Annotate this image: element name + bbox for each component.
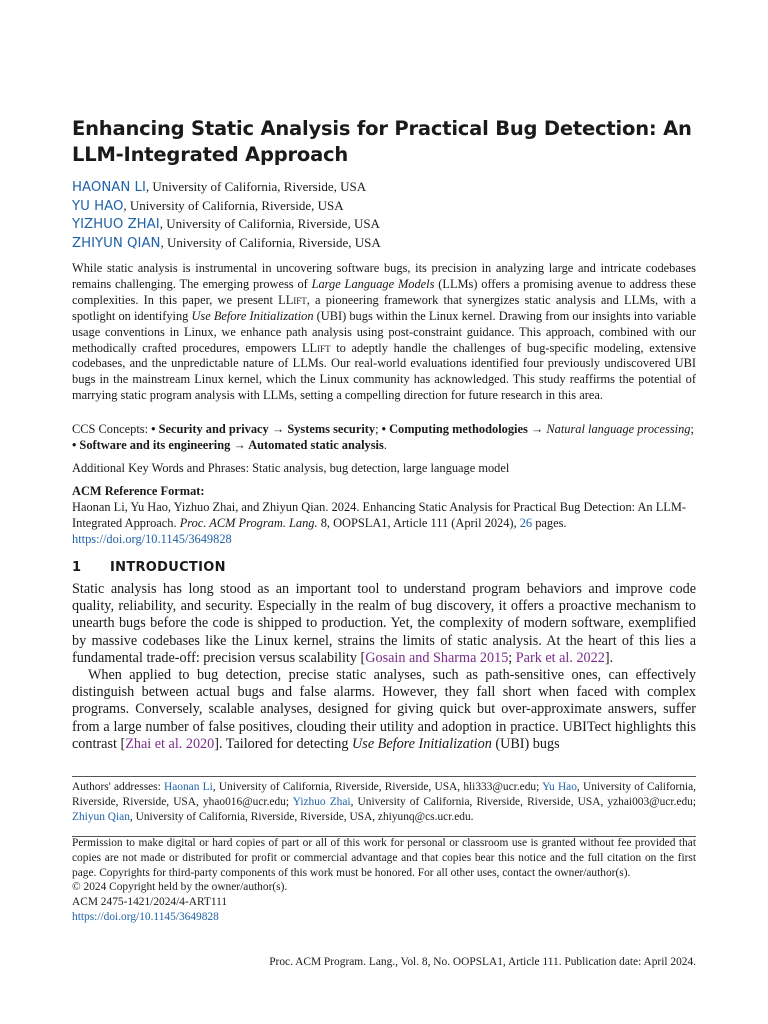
paragraph-text: Static analysis has long stood as an important tool to understand program behaviors and improve code quality, reliability, and security. Especially in the realm of bug discovery, it offers a proactive mechanism to unearth bugs before the code is shipped to production. Yet, the complexity of modern software, exemplified by massive codebases like the Linux kernel, strains the limits of static analysis. At the heart of this lies a fundamental trade-off: precision versus scalability [ xyxy=(72,581,696,666)
author-entry xyxy=(72,215,696,234)
ccs-concept: • Computing methodologies xyxy=(381,422,528,436)
ccs-arrow: → xyxy=(527,422,547,436)
ccs-separator: ; xyxy=(690,422,694,436)
paragraph xyxy=(72,581,696,667)
doi-link[interactable]: https://doi.org/10.1145/3649828 xyxy=(72,910,219,923)
reference-citation: 8, OOPSLA1, Article 111 (April 2024), xyxy=(317,515,520,530)
abstract-term: Use Before Initialization xyxy=(191,308,314,323)
author-entry xyxy=(72,234,696,253)
author-affiliation: , University of California, Riverside, USA xyxy=(123,197,344,213)
author-affiliation: , University of California, Riverside, USA xyxy=(145,179,367,194)
address-text: , University of California, Riverside, Riverside, USA, yzhai003@ucr.edu; xyxy=(350,795,697,808)
author-name[interactable]: ZHIYUN QIAN xyxy=(72,235,161,251)
paragraph-text: ; xyxy=(508,649,516,666)
ccs-concept: • Software and its engineering → Automated static analysis xyxy=(72,437,384,452)
page-footer: Proc. ACM Program. Lang., Vol. 8, No. OOPSLA1, Article 111. Publication date: April 2024. xyxy=(269,956,696,968)
section-number: 1 xyxy=(72,560,82,575)
copyright-line: © 2024 Copyright held by the owner/author(s). xyxy=(72,881,288,894)
ccs-concept-sub: Natural language processing xyxy=(546,422,691,436)
tool-name: LLift xyxy=(301,340,331,355)
citation-link[interactable]: Park et al. 2022 xyxy=(515,649,605,666)
permission-notice xyxy=(72,836,696,925)
author-entry xyxy=(72,178,696,197)
author-name[interactable]: YIZHUO ZHAI xyxy=(72,217,160,232)
author-name[interactable]: HAONAN LI xyxy=(72,180,146,195)
author-affiliation: , University of California, Riverside, USA xyxy=(159,216,380,231)
reference-text xyxy=(72,500,696,548)
paragraph xyxy=(72,667,696,753)
pages-link[interactable]: 26 xyxy=(519,515,533,530)
paragraph-text: ]. xyxy=(604,649,614,666)
paragraph-text: (UBI) bugs xyxy=(491,735,560,752)
author-link[interactable]: Zhiyun Qian xyxy=(72,810,130,823)
ccs-concept: • Security and privacy → Systems security xyxy=(151,422,376,436)
abstract-text: (LLMs) offers a promising avenue to address these complexities. In this paper, we present xyxy=(72,276,696,307)
author-list xyxy=(72,178,696,252)
abstract-text: While static analysis is instrumental in uncovering software bugs, its precision in analyzing large and intricate codebases remains challenging. The emerging prowess of xyxy=(72,261,696,291)
ccs-separator: ; xyxy=(375,422,382,436)
author-addresses xyxy=(72,780,696,824)
abstract-text: , a pioneering framework that synergizes static analysis and LLMs, with a spotlight on identifying xyxy=(72,292,696,323)
keywords: Additional Key Words and Phrases: Static analysis, bug detection, large language model xyxy=(72,461,510,475)
doi-link[interactable]: https://doi.org/10.1145/3649828 xyxy=(72,531,232,546)
ccs-concepts xyxy=(72,422,696,454)
author-link[interactable]: Yu Hao xyxy=(542,781,577,793)
addresses-label: Authors' addresses: xyxy=(72,781,164,793)
reference-citation: pages. xyxy=(532,515,567,530)
paper-title: Enhancing Static Analysis for Practical Bug Detection: An LLM-Integrated Approach xyxy=(72,117,692,166)
footnote-divider xyxy=(72,776,696,777)
issn-line: ACM 2475-1421/2024/4-ART111 xyxy=(72,896,228,909)
paragraph-text: When applied to bug detection, precise static analyses, such as path-sensitive ones, can effectively distinguish between actual bugs and false alarms. However, they fall short when faced with complex programs. Conversely, scalable analyses, designed for giving quick but over-approximate answers, suffer from a large number of false positives, clouding their utility and adoption in practice. UBITect highlights this contrast [ xyxy=(72,667,696,752)
section-heading xyxy=(72,560,226,575)
abstract xyxy=(72,261,696,404)
reference-citation: Haonan Li, Yu Hao, Yizhuo Zhai, and Zhiyun Qian. 2024. Enhancing Static Analysis for Practical Bug Detection: An LLM-Integrated Approach. xyxy=(72,499,687,530)
abstract-text: (UBI) bugs within the Linux kernel. Drawing from our insights into variable usage conventions in Linux, we enhance path analysis using post-constraint guidance. This approach, combined with our methodically crafted procedures, empowers xyxy=(72,308,696,355)
reference-heading: ACM Reference Format: xyxy=(72,484,205,498)
citation-link[interactable]: Gosain and Sharma 2015 xyxy=(365,649,509,666)
permission-text: Permission to make digital or hard copies of part or all of this work for personal or classroom use is granted without fee provided that copies are not made or distributed for profit or commercial advantage and that copies bear this notice and the full citation on the first page. Copyrights for third-party components of this work must be honored. For all other uses, contact the owner/author(s). xyxy=(72,837,696,879)
section-title: INTRODUCTION xyxy=(110,560,226,575)
address-text: , University of California, Riverside, Riverside, USA, zhiyunq@cs.ucr.edu. xyxy=(129,810,474,823)
author-link[interactable]: Haonan Li xyxy=(164,781,213,793)
acm-reference xyxy=(72,484,696,548)
tool-name: LLift xyxy=(278,292,307,307)
paragraph-text: ]. Tailored for detecting xyxy=(214,735,353,752)
address-text: , University of California, Riverside, Riverside, USA, yhao016@ucr.edu; xyxy=(72,781,696,808)
paragraph-term: Use Before Initialization xyxy=(352,735,492,752)
reference-journal: Proc. ACM Program. Lang. xyxy=(179,515,318,530)
address-text: , University of California, Riverside, Riverside, USA, hli333@ucr.edu; xyxy=(212,781,543,793)
introduction-body xyxy=(72,581,696,753)
ccs-end: . xyxy=(383,437,387,452)
author-name[interactable]: YU HAO xyxy=(72,198,124,214)
ccs-label: CCS Concepts: xyxy=(72,422,152,436)
author-link[interactable]: Yizhuo Zhai xyxy=(292,795,351,808)
abstract-text: to adeptly handle the challenges of bug-specific modeling, extensive codebases, and the unpredictable nature of LLMs. Our real-world evaluations identified four previously undiscovered UBI bugs in the mainstream Linux kernel, which the Linux community has acknowledged. This study reaffirms the potential of marrying static program analysis with LLMs, setting a compelling direction for future research in this area. xyxy=(72,340,697,403)
author-entry xyxy=(72,197,696,216)
abstract-term: Large Language Models xyxy=(311,276,435,291)
citation-link[interactable]: Zhai et al. 2020 xyxy=(125,735,215,752)
author-affiliation: , University of California, Riverside, USA xyxy=(160,234,381,250)
